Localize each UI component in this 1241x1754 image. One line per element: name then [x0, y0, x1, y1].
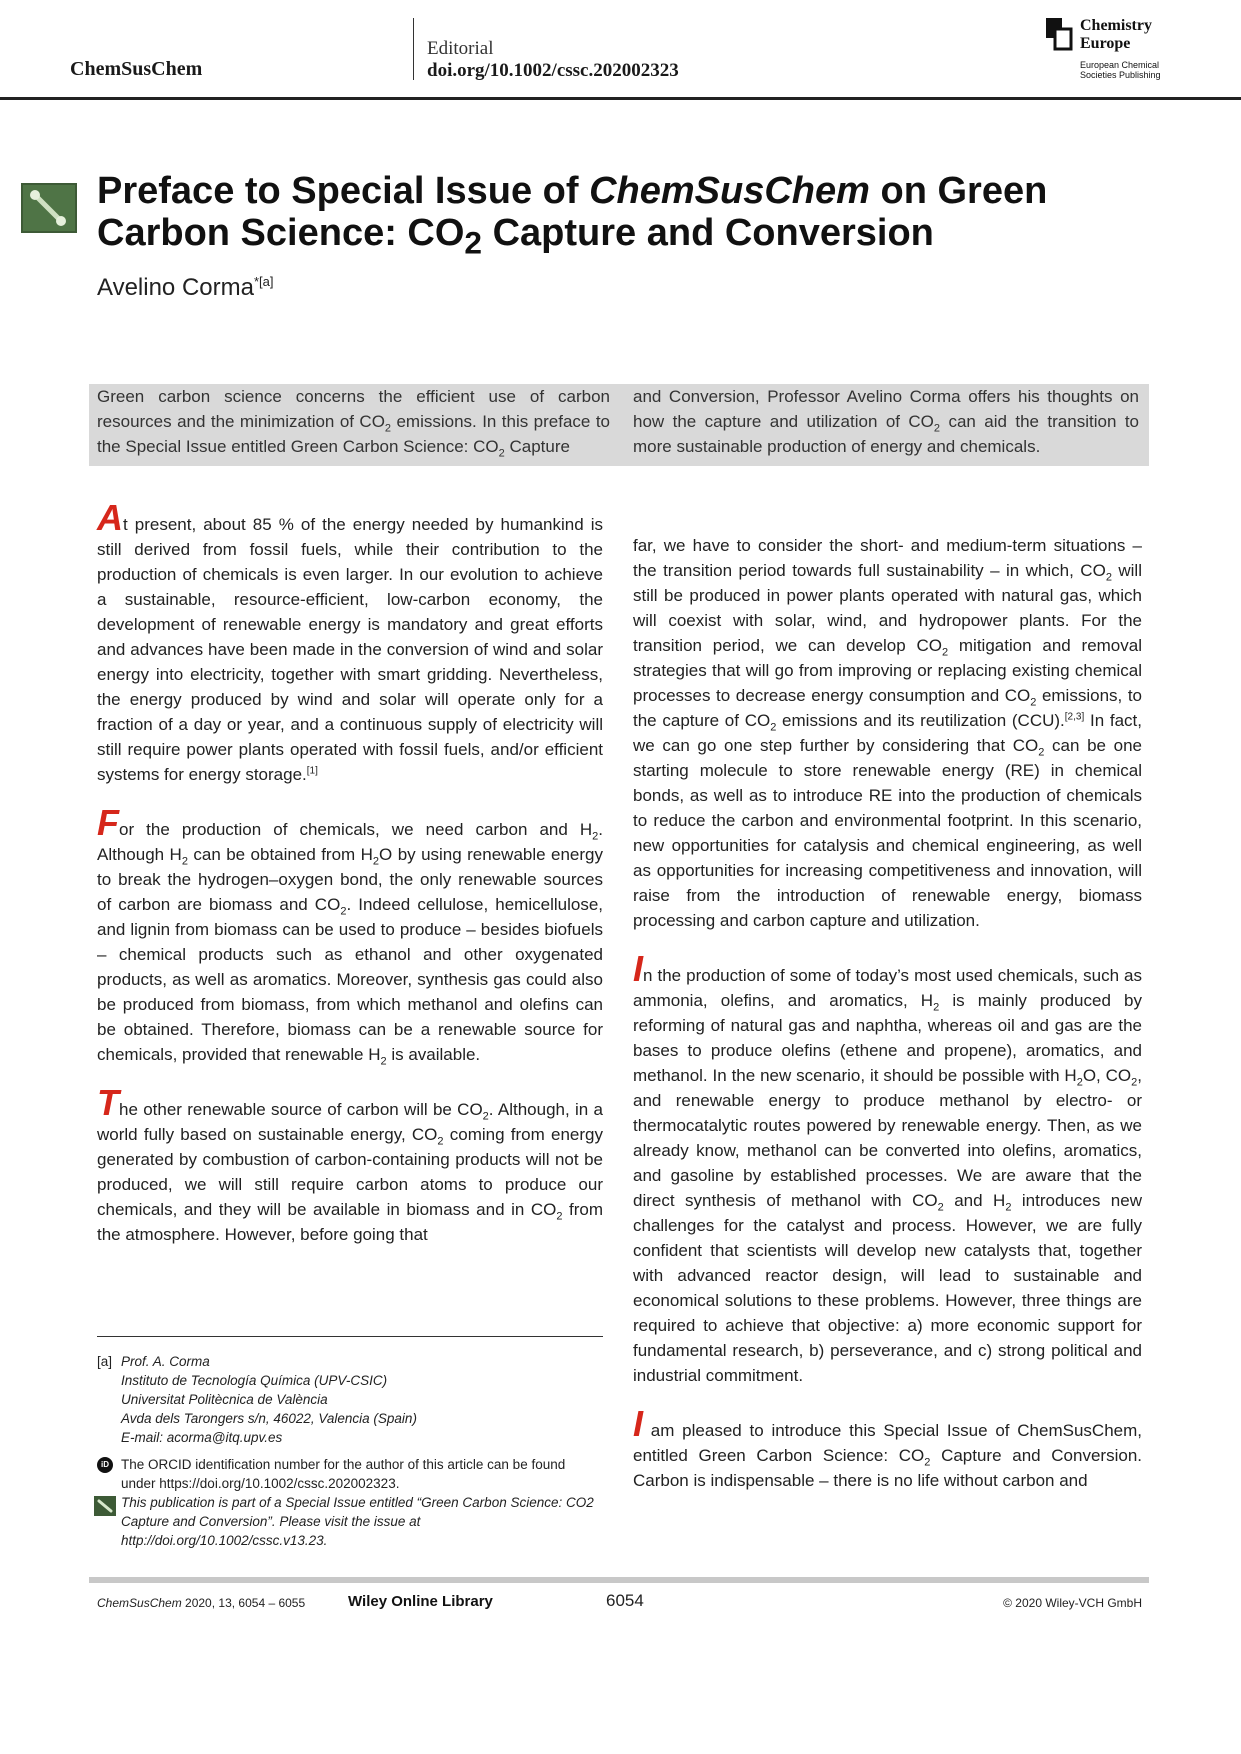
title-part3: Capture and Conversion	[482, 212, 934, 254]
special-issue-note: This publication is part of a Special Issue entitled “Green Carbon Science: CO2 Capture and Conversion”. Please visit the issue at http://doi.org/10.1002/cssc.v13.23.	[121, 1495, 594, 1548]
title-part1: Preface to Special Issue of	[97, 170, 590, 212]
title-part2: on Green Carbon Science: CO	[97, 170, 1048, 254]
paragraph-5: In the production of some of today’s most used chemicals, such as ammonia, olefins, and aromatics, $H_2$ is mainly produced by reforming of natural gas and naphtha, whereas oil and gas are the bases to produce olefins (ethene and propene), aromatics, and methanol. In the new scenario, it should be possible with $H_2O$, $CO_2$, and renewable energy to produce methanol by electro- or thermocatalytic routes powered by renewable energy. Then, as we already know, methanol can be converted into olefins, aromatics, and gasoline by established processes. We are aware that the direct synthesis of methanol with $CO_2$ and $H_2$ introduces new challenges for the catalyst and process. However, we are fully confident that scientists will develop new catalysts that, together with advanced reactor design, will lead to sustainable and economical solutions to these problems. However, three things are required to achieve that objective: a) more economic support for fundamental research, b) perseverance, and c) strong political and industrial commitment.	[633, 948, 1143, 1385]
article-title	[97, 170, 1157, 264]
journal-name: ChemSusChem	[70, 58, 203, 80]
author-name: Avelino Corma	[97, 274, 254, 301]
affiliation-line: Instituto de Tecnología Química (UPV-CSIC)	[121, 1373, 388, 1388]
article-type: Editorial	[427, 38, 494, 59]
header-rule	[0, 97, 1241, 100]
paragraph-1: At present, about 85 % of the energy needed by humankind is still derived from fossil fuels, while their contribution to the production of chemicals is even larger. In our evolution to achieve a sustainable, resource-efficient, low-carbon economy, the development of renewable energy is mandatory and great efforts and advances have been made in the conversion of wind and solar energy into electricity, together with smart gridding. Nevertheless, the energy produced by wind and solar will operate only for a fraction of a day or year, and a continuous supply of electricity will still require power plants operated with fossil fuels, and/or efficient systems for energy storage.[1]	[97, 497, 603, 784]
author-line	[97, 274, 273, 302]
title-journal: ChemSusChem	[589, 170, 870, 212]
abstract-box	[89, 384, 1149, 466]
affiliation-label: [a]	[97, 1354, 113, 1369]
abstract-right: and Conversion, Professor Avelino Corma offers his thoughts on how the capture and utilization of $CO_2$ can aid the transition to more sustainable production of energy and chemicals.	[633, 387, 1139, 456]
footer-citation: ChemSusChem 2020, 13, 6054 – 6055	[97, 1596, 306, 1610]
orcid-icon: iD	[97, 1457, 113, 1473]
dropcap: A	[97, 497, 123, 538]
paragraph-2: For the production of chemicals, we need carbon and $H_2$. Although $H_2$ can be obtained from $H_2O$ by using renewable energy to break the hydrogen–oxygen bond, the only renewable sources of carbon are biomass and $CO_2$. Indeed cellulose, hemicellulose, and lignin from biomass can be used to produce – besides biofuels – chemical products such as ethanol and other oxygenated products, as well as aromatics. Moreover, synthesis gas could also be produced from biomass, from which methanol and olefins can be obtained. Therefore, biomass can be a renewable source for chemicals, provided that renewable $H_2$ is available.	[97, 802, 603, 1068]
footnote-rule	[97, 1336, 603, 1337]
paragraph-4: far, we have to consider the short- and medium-term situations – the transition period towards full sustainability – in which, $CO_2$ will still be produced in power plants operated with natural gas, which will coexist with solar, wind, and hydropower plants. For the transition period, we can develop $CO_2$ mitigation and removal strategies that will go from improving or replacing existing chemical processes to decrease energy consumption and $CO_2$ emissions, to the capture of $CO_2$ emissions and its reutilization (CCU).[2,3] In fact, we can go one step further by considering that $CO_2$ can be one starting molecule to store renewable energy (RE) in chemical bonds, as well as to introduce RE into the production of chemicals to reduce the carbon and environmental footprint. In this scenario, new opportunities for catalysis and chemical engineering, as well as opportunities for increasing competitiveness and innovation, will raise from the introduction of renewable energy, biomass processing and carbon capture and utilization.	[633, 536, 1143, 930]
title-subscript: 2	[464, 224, 483, 261]
footer-rule	[89, 1577, 1149, 1583]
article-doi[interactable]: doi.org/10.1002/cssc.202002323	[427, 60, 679, 81]
dropcap: T	[97, 1082, 119, 1123]
affiliation-line: Universitat Politècnica de València	[121, 1392, 328, 1407]
dropcap: F	[97, 802, 119, 843]
page-number: 6054	[606, 1591, 644, 1610]
publisher-name: Chemistry Europe	[1080, 17, 1152, 52]
dropcap: I	[633, 1403, 644, 1444]
affiliation	[121, 1352, 603, 1447]
orcid-note: The ORCID identification number for the author of this article can be found under https://doi.org/10.1002/cssc.202002323.	[121, 1457, 566, 1491]
copyright: © 2020 Wiley-VCH GmbH	[1003, 1596, 1142, 1610]
paragraph-3: The other renewable source of carbon will be $CO_2$. Although, in a world fully based on sustainable energy, $CO_2$ coming from energy generated by combustion of carbon-containing products will not be produced, we will still require carbon atoms to produce our chemicals, and they will be available in biomass and in $CO_2$ from the atmosphere. However, before going that	[97, 1082, 603, 1244]
author-mark: *[a]	[253, 274, 274, 289]
citation-ref[interactable]: [2,3]	[1064, 711, 1085, 723]
dropcap: I	[633, 948, 644, 989]
wiley-online-library-link[interactable]: Wiley Online Library	[348, 1593, 493, 1610]
citation-ref[interactable]: [1]	[306, 765, 318, 777]
affiliation-line: Prof. A. Corma	[121, 1354, 210, 1369]
header-divider	[413, 18, 414, 80]
chemistry-europe-logo-icon	[1046, 18, 1074, 52]
special-issue-icon	[94, 1496, 116, 1516]
author-email[interactable]: E-mail: acorma@itq.upv.es	[121, 1430, 283, 1445]
special-issue-cover-icon	[21, 183, 77, 233]
publisher-subtitle: European Chemical Societies Publishing	[1080, 60, 1161, 80]
paragraph-6: I am pleased to introduce this Special Issue of ChemSusChem, entitled Green Carbon Science: $CO_2$ Capture and Conversion. Carbon is indispensable – there is no life without carbon and	[633, 1403, 1142, 1490]
affiliation-line: Avda dels Tarongers s/n, 46022, Valencia (Spain)	[121, 1411, 417, 1426]
body-column-right	[633, 533, 1142, 1519]
body-column-left	[97, 497, 603, 1273]
abstract-left: Green carbon science concerns the efficient use of carbon resources and the minimization of $CO_2$ emissions. In this preface to the Special Issue entitled Green Carbon Science: $CO_2$ Capture	[97, 387, 610, 460]
